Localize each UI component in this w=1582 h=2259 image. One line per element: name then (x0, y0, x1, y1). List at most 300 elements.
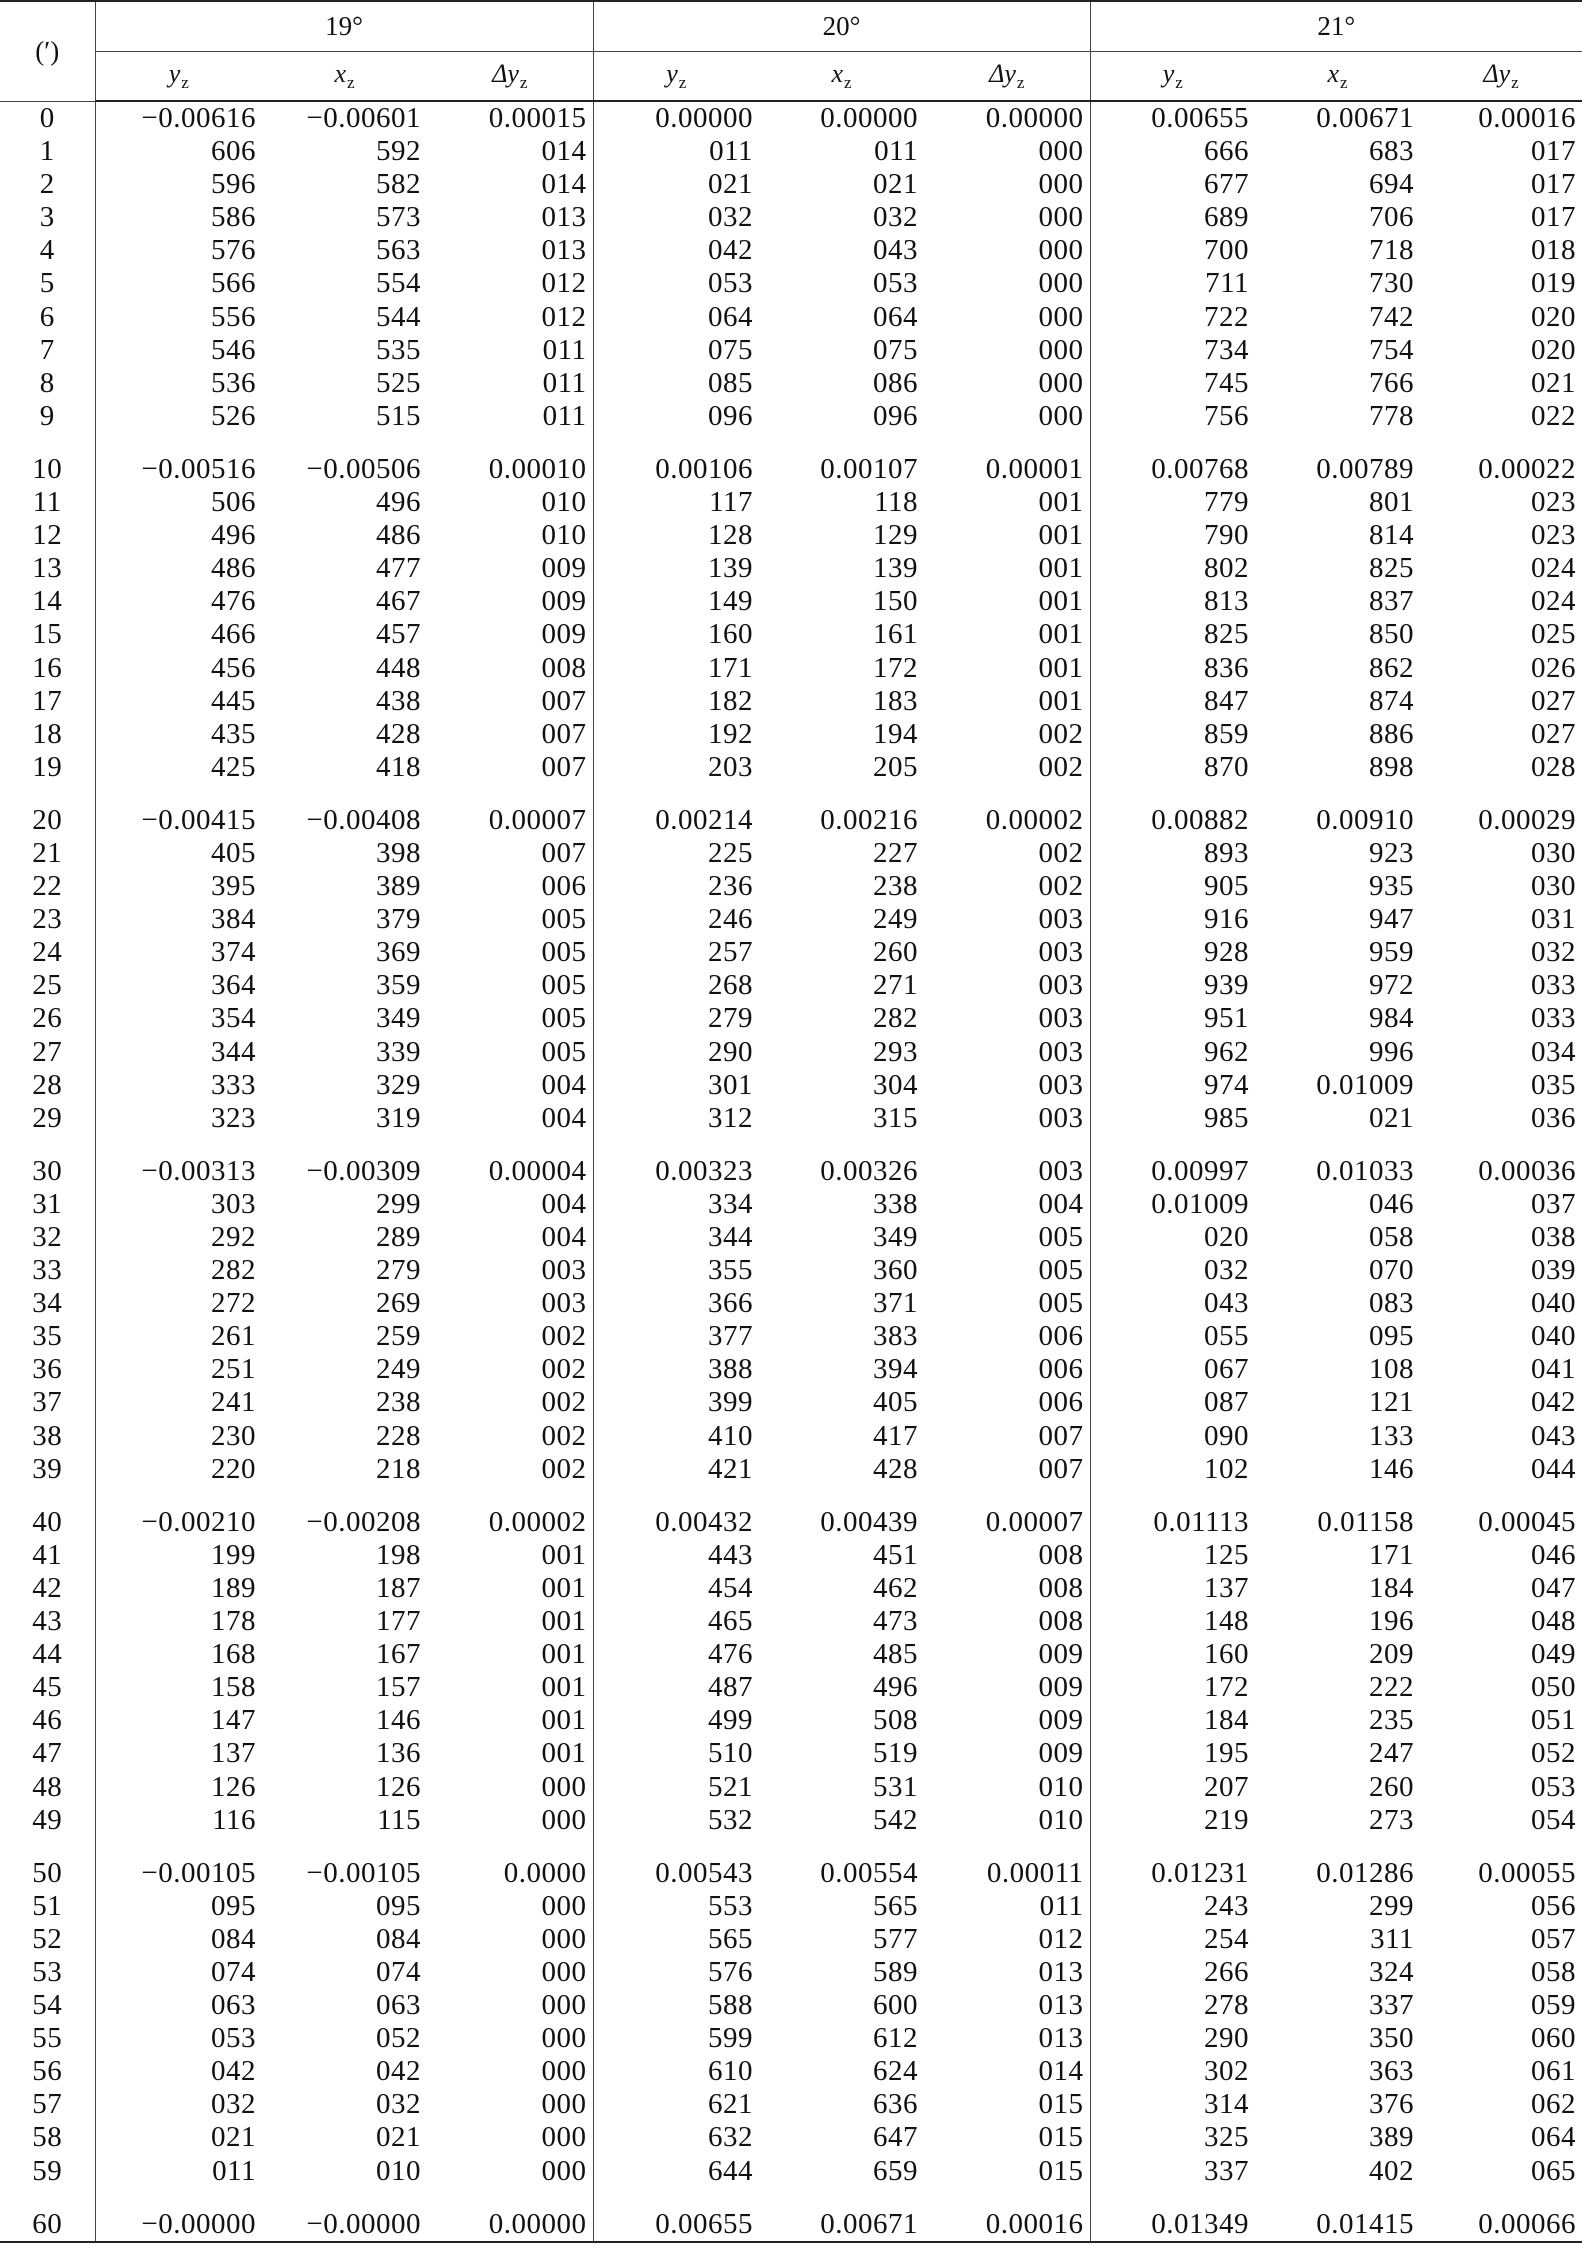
value-cell: 055 (1204, 1320, 1249, 1353)
value-cell: 008 (924, 1572, 1090, 1605)
value-cell: 228 (376, 1419, 421, 1452)
value-cell: 220 (211, 1452, 256, 1485)
value-cell: 116 (212, 1803, 256, 1836)
value-cell: 315 (873, 1101, 918, 1134)
value-cell: 010 (924, 1771, 1090, 1804)
value-cell: 042 (708, 234, 753, 267)
value-cell: 013 (427, 234, 593, 267)
value-cell: 546 (211, 333, 256, 366)
value-cell: −0.00000 (262, 2208, 427, 2242)
value-cell: 596 (211, 168, 256, 201)
spacer-cell (95, 1486, 262, 1506)
value-cell: 405 (211, 836, 256, 869)
value-cell: 371 (873, 1287, 918, 1320)
spacer-cell (262, 433, 427, 453)
value-cell: 766 (1369, 366, 1414, 399)
value-cell: 293 (873, 1035, 918, 1068)
value-cell: 044 (1531, 1452, 1577, 1485)
value-cell: 009 (924, 1671, 1090, 1704)
value-cell: 161 (873, 618, 918, 651)
value-cell: 177 (376, 1605, 421, 1638)
spacer-cell (759, 1837, 924, 1857)
value-cell: 041 (1531, 1353, 1577, 1386)
value-cell: 218 (376, 1452, 421, 1485)
value-cell: 354 (211, 1002, 256, 1035)
value-cell: 0.00882 (1151, 803, 1249, 836)
value-cell: 064 (1531, 2121, 1577, 2154)
minute-cell: 14 (0, 585, 95, 618)
value-cell: 001 (427, 1605, 593, 1638)
value-cell: 021 (708, 168, 753, 201)
value-cell: 443 (708, 1538, 753, 1571)
value-cell: 168 (211, 1638, 256, 1671)
value-cell: 905 (1204, 870, 1249, 903)
subcolumn-subscript: z (1016, 73, 1025, 92)
value-cell: 095 (1369, 1320, 1414, 1353)
value-cell: 445 (211, 684, 256, 717)
value-cell: 005 (427, 1002, 593, 1035)
value-cell: 167 (376, 1638, 421, 1671)
value-cell: 000 (924, 334, 1090, 367)
value-cell: 0.01415 (1255, 2208, 1420, 2242)
value-cell: 553 (708, 1889, 753, 1922)
value-cell: 0.00000 (427, 2208, 593, 2242)
minute-cell: 9 (0, 400, 95, 433)
value-cell: 017 (1531, 168, 1577, 201)
minute-cell: 10 (0, 453, 95, 486)
value-cell: 002 (427, 1386, 593, 1419)
value-cell: 592 (376, 135, 421, 168)
value-cell: 178 (211, 1605, 256, 1638)
value-cell: 700 (1204, 234, 1249, 267)
value-cell: 005 (427, 969, 593, 1002)
spacer-cell (95, 433, 262, 453)
value-cell: 586 (211, 201, 256, 234)
value-cell: 0.00022 (1478, 452, 1577, 485)
value-cell: 360 (873, 1254, 918, 1287)
minute-cell: 51 (0, 1890, 95, 1923)
table-row (0, 1420, 1582, 1453)
spacer-cell (427, 784, 593, 804)
value-cell: 006 (924, 1386, 1090, 1419)
value-cell: 001 (924, 486, 1090, 519)
value-cell: 018 (1531, 234, 1577, 267)
value-cell: 0.00066 (1420, 2208, 1582, 2242)
spacer-cell (1090, 1486, 1255, 1506)
value-cell: 074 (376, 1955, 421, 1988)
value-cell: 951 (1204, 1002, 1249, 1035)
spacer-cell (0, 784, 95, 804)
value-cell: 235 (1369, 1704, 1414, 1737)
value-cell: 136 (376, 1737, 421, 1770)
value-cell: 395 (211, 870, 256, 903)
value-cell: 070 (1369, 1254, 1414, 1287)
value-cell: 121 (1369, 1386, 1414, 1419)
value-cell: 000 (427, 2088, 593, 2121)
value-cell: 203 (708, 750, 753, 783)
value-cell: 923 (1369, 836, 1414, 869)
value-cell: 007 (427, 685, 593, 718)
value-cell: 146 (376, 1704, 421, 1737)
minute-cell: 44 (0, 1638, 95, 1671)
table-row (0, 585, 1582, 618)
value-cell: 273 (1369, 1803, 1414, 1836)
value-cell: 515 (376, 399, 421, 432)
table-row (0, 751, 1582, 784)
table-row (0, 718, 1582, 751)
value-cell: 266 (1204, 1955, 1249, 1988)
value-cell: 389 (376, 870, 421, 903)
subcolumn-subscript: z (347, 73, 355, 92)
value-cell: 005 (924, 1254, 1090, 1287)
value-cell: 257 (708, 936, 753, 969)
value-cell: 053 (211, 2022, 256, 2055)
value-cell: 355 (708, 1254, 753, 1287)
minute-cell: 36 (0, 1353, 95, 1386)
value-cell: 032 (708, 201, 753, 234)
value-cell: 031 (1531, 903, 1577, 936)
value-cell: 254 (1204, 1922, 1249, 1955)
degree-header-19: 19° (95, 1, 593, 52)
value-cell: 095 (211, 1889, 256, 1922)
value-cell: 001 (427, 1572, 593, 1605)
value-cell: 984 (1369, 1002, 1414, 1035)
minute-cell: 12 (0, 519, 95, 552)
value-cell: 289 (376, 1221, 421, 1253)
value-cell: 002 (924, 837, 1090, 870)
value-cell: 303 (211, 1187, 256, 1220)
value-cell: 001 (427, 1671, 593, 1704)
value-cell: 0.00439 (820, 1505, 918, 1538)
minute-cell: 48 (0, 1771, 95, 1804)
minute-cell: 27 (0, 1036, 95, 1069)
spacer-cell (0, 1135, 95, 1155)
spacer-cell (924, 433, 1090, 453)
minute-cell: 55 (0, 2022, 95, 2055)
value-cell: 299 (376, 1187, 421, 1220)
value-cell: 485 (873, 1638, 918, 1671)
value-cell: 219 (1204, 1803, 1249, 1836)
subcolumn-base: x (831, 59, 843, 88)
value-cell: 007 (924, 1420, 1090, 1453)
value-cell: 435 (211, 717, 256, 750)
subcolumn-header (924, 52, 1090, 102)
value-cell: 139 (708, 552, 753, 585)
value-cell: 118 (874, 486, 918, 519)
value-cell: 007 (427, 837, 593, 870)
value-cell: 013 (924, 1956, 1090, 1989)
value-cell: 756 (1204, 399, 1249, 432)
value-cell: 333 (211, 1068, 256, 1101)
value-cell: 137 (211, 1737, 256, 1770)
table-row (0, 652, 1582, 685)
table-row (0, 334, 1582, 367)
value-cell: 499 (708, 1704, 753, 1737)
minute-cell: 37 (0, 1386, 95, 1419)
value-cell: 344 (708, 1221, 753, 1253)
spacer-cell (924, 1486, 1090, 1506)
value-cell: 003 (924, 1102, 1090, 1135)
value-cell: 334 (708, 1187, 753, 1220)
value-cell: 0.00011 (924, 1857, 1090, 1890)
value-cell: 005 (427, 936, 593, 969)
minute-cell: 45 (0, 1671, 95, 1704)
value-cell: 337 (1204, 2154, 1249, 2187)
spacer-cell (262, 2188, 427, 2208)
spacer-cell (427, 1837, 593, 1857)
value-cell: 428 (376, 717, 421, 750)
value-cell: 302 (1204, 2055, 1249, 2088)
value-cell: 462 (873, 1571, 918, 1604)
subcolumn-header (1090, 52, 1255, 102)
value-cell: 290 (708, 1035, 753, 1068)
value-cell: 506 (211, 486, 256, 519)
value-cell: 021 (211, 2121, 256, 2154)
value-cell: 000 (427, 2055, 593, 2088)
value-cell: 027 (1531, 717, 1577, 750)
value-cell: 020 (1531, 300, 1577, 333)
value-cell: 606 (211, 135, 256, 168)
spacer-cell (262, 1837, 427, 1857)
value-cell: 021 (1531, 366, 1577, 399)
value-cell: 311 (1370, 1922, 1414, 1955)
value-cell: 525 (376, 366, 421, 399)
value-cell: 047 (1531, 1571, 1577, 1604)
table-row (0, 618, 1582, 651)
value-cell: 600 (873, 1989, 918, 2022)
value-cell: 021 (873, 168, 918, 201)
value-cell: 0.00055 (1478, 1856, 1577, 1889)
value-cell: −0.00616 (141, 102, 256, 134)
table-row (0, 2022, 1582, 2055)
value-cell: 0.00910 (1316, 803, 1414, 836)
table-row (0, 301, 1582, 334)
value-cell: 010 (427, 519, 593, 552)
value-cell: 939 (1204, 969, 1249, 1002)
value-cell: 582 (376, 168, 421, 201)
value-cell: 157 (376, 1671, 421, 1704)
table-row (0, 1188, 1582, 1221)
table-row (0, 1036, 1582, 1069)
value-cell: 043 (873, 234, 918, 267)
minute-cell: 52 (0, 1923, 95, 1956)
spacer-cell (95, 784, 262, 804)
value-cell: 128 (708, 519, 753, 552)
value-cell: 249 (376, 1353, 421, 1386)
value-cell: 0.01349 (1090, 2208, 1255, 2242)
value-cell: 542 (873, 1803, 918, 1836)
value-cell: 067 (1204, 1353, 1249, 1386)
spacer-cell (924, 1837, 1090, 1857)
value-cell: 825 (1369, 552, 1414, 585)
value-cell: 745 (1204, 366, 1249, 399)
value-cell: 282 (873, 1002, 918, 1035)
value-cell: 694 (1369, 168, 1414, 201)
subcolumn-base: Δy (989, 59, 1016, 88)
value-cell: 004 (427, 1102, 593, 1135)
subcolumn-header (759, 52, 924, 102)
value-cell: 014 (924, 2055, 1090, 2088)
minute-cell: 47 (0, 1737, 95, 1770)
table-row (0, 685, 1582, 718)
table-row (0, 168, 1582, 201)
value-cell: 271 (873, 969, 918, 1002)
value-cell: 001 (924, 618, 1090, 651)
value-cell: 007 (427, 718, 593, 751)
value-cell: 032 (1204, 1254, 1249, 1287)
value-cell: 002 (924, 751, 1090, 784)
value-cell: 376 (1369, 2088, 1414, 2121)
value-cell: 259 (376, 1320, 421, 1353)
value-cell: 009 (924, 1638, 1090, 1671)
subcolumn-base: y (1162, 59, 1175, 88)
value-cell: 007 (924, 1453, 1090, 1486)
spacer-cell (95, 2188, 262, 2208)
minute-cell: 38 (0, 1420, 95, 1453)
spacer-cell (1090, 2188, 1255, 2208)
value-cell: 718 (1369, 234, 1414, 267)
value-cell: 032 (211, 2088, 256, 2121)
value-cell: 003 (924, 903, 1090, 936)
value-cell: 916 (1204, 903, 1249, 936)
value-cell: 268 (708, 969, 753, 1002)
minute-cell: 53 (0, 1956, 95, 1989)
table-row (0, 234, 1582, 267)
value-cell: 024 (1531, 585, 1577, 618)
value-cell: 147 (211, 1704, 256, 1737)
value-cell: −0.00516 (141, 452, 256, 485)
value-cell: 015 (924, 2121, 1090, 2154)
value-cell: 064 (873, 300, 918, 333)
minute-cell: 11 (0, 486, 95, 519)
value-cell: 002 (427, 1453, 593, 1486)
value-cell: 476 (211, 585, 256, 618)
spacer-cell (0, 2188, 95, 2208)
value-cell: 0.00768 (1151, 452, 1249, 485)
table-row (0, 2055, 1582, 2088)
value-cell: 063 (376, 1989, 421, 2022)
value-cell: 009 (427, 552, 593, 585)
spacer-cell (924, 1135, 1090, 1155)
spacer-cell (1420, 1486, 1582, 1506)
spacer-cell (1090, 784, 1255, 804)
value-cell: 366 (708, 1287, 753, 1320)
spacer-cell (427, 433, 593, 453)
spacer-cell (427, 2188, 593, 2208)
value-cell: 369 (376, 936, 421, 969)
table-row (0, 1155, 1582, 1188)
spacer-cell (1090, 1135, 1255, 1155)
minute-cell: 57 (0, 2088, 95, 2121)
table-row (0, 201, 1582, 234)
value-cell: 451 (873, 1538, 918, 1571)
value-cell: 0.0000 (427, 1857, 593, 1890)
value-cell: 012 (924, 1923, 1090, 1956)
value-cell: 011 (924, 1890, 1090, 1923)
value-cell: 802 (1204, 552, 1249, 585)
value-cell: 813 (1204, 585, 1249, 618)
table-row (0, 1890, 1582, 1923)
minute-cell: 18 (0, 718, 95, 751)
value-cell: 0.00326 (820, 1154, 918, 1187)
value-cell: 050 (1531, 1671, 1577, 1704)
value-cell: 544 (376, 300, 421, 333)
subcolumn-base: y (666, 59, 678, 88)
value-cell: 011 (427, 400, 593, 433)
value-cell: 059 (1531, 1989, 1577, 2022)
group-spacer-row (0, 2188, 1582, 2208)
value-cell: −0.00506 (306, 452, 421, 485)
value-cell: 0.00007 (427, 804, 593, 837)
table-row (0, 519, 1582, 552)
minute-cell: 59 (0, 2155, 95, 2188)
value-cell: 388 (708, 1353, 753, 1386)
minute-cell: 28 (0, 1069, 95, 1102)
table-row (0, 1102, 1582, 1135)
value-cell: 019 (1531, 267, 1577, 300)
value-cell: 061 (1531, 2055, 1577, 2088)
value-cell: 146 (1369, 1452, 1414, 1485)
value-cell: 487 (708, 1671, 753, 1704)
value-cell: 040 (1531, 1320, 1577, 1353)
value-cell: 025 (1531, 618, 1577, 651)
minute-cell: 17 (0, 685, 95, 718)
value-cell: 779 (1204, 486, 1249, 519)
value-cell: 859 (1204, 717, 1249, 750)
table-row (0, 1804, 1582, 1837)
value-cell: 279 (376, 1254, 421, 1287)
value-cell: 519 (873, 1737, 918, 1770)
minute-cell: 34 (0, 1287, 95, 1320)
value-cell: 010 (924, 1804, 1090, 1837)
subcolumn-subscript: z (519, 73, 528, 92)
spacer-cell (95, 1135, 262, 1155)
value-cell: 801 (1369, 486, 1414, 519)
subcolumn-header (593, 52, 759, 102)
value-cell: 046 (1531, 1538, 1577, 1571)
minute-cell: 54 (0, 1989, 95, 2022)
value-cell: 192 (708, 717, 753, 750)
minute-cell: 0 (0, 101, 95, 135)
value-cell: 496 (873, 1671, 918, 1704)
value-cell: 199 (211, 1538, 256, 1571)
table-row (0, 1539, 1582, 1572)
value-cell: −0.00313 (141, 1154, 256, 1187)
value-cell: 053 (1531, 1770, 1577, 1803)
table-row (0, 804, 1582, 837)
table-row (0, 1771, 1582, 1804)
value-cell: 486 (211, 552, 256, 585)
value-cell: 0.00106 (655, 452, 753, 485)
value-cell: 014 (427, 168, 593, 201)
table-row (0, 2088, 1582, 2121)
value-cell: 0.00323 (655, 1154, 753, 1187)
spacer-cell (593, 1486, 759, 1506)
spacer-cell (593, 1837, 759, 1857)
value-cell: 171 (708, 651, 753, 684)
value-cell: 017 (1531, 135, 1577, 168)
minute-cell: 33 (0, 1254, 95, 1287)
value-cell: 096 (873, 399, 918, 432)
value-cell: 510 (708, 1737, 753, 1770)
value-cell: 410 (708, 1419, 753, 1452)
value-cell: 379 (376, 903, 421, 936)
value-cell: 183 (873, 684, 918, 717)
subcolumn-subscript: z (1175, 73, 1183, 92)
value-cell: 405 (873, 1386, 918, 1419)
value-cell: 000 (427, 1890, 593, 1923)
value-cell: −0.00000 (95, 2208, 262, 2242)
